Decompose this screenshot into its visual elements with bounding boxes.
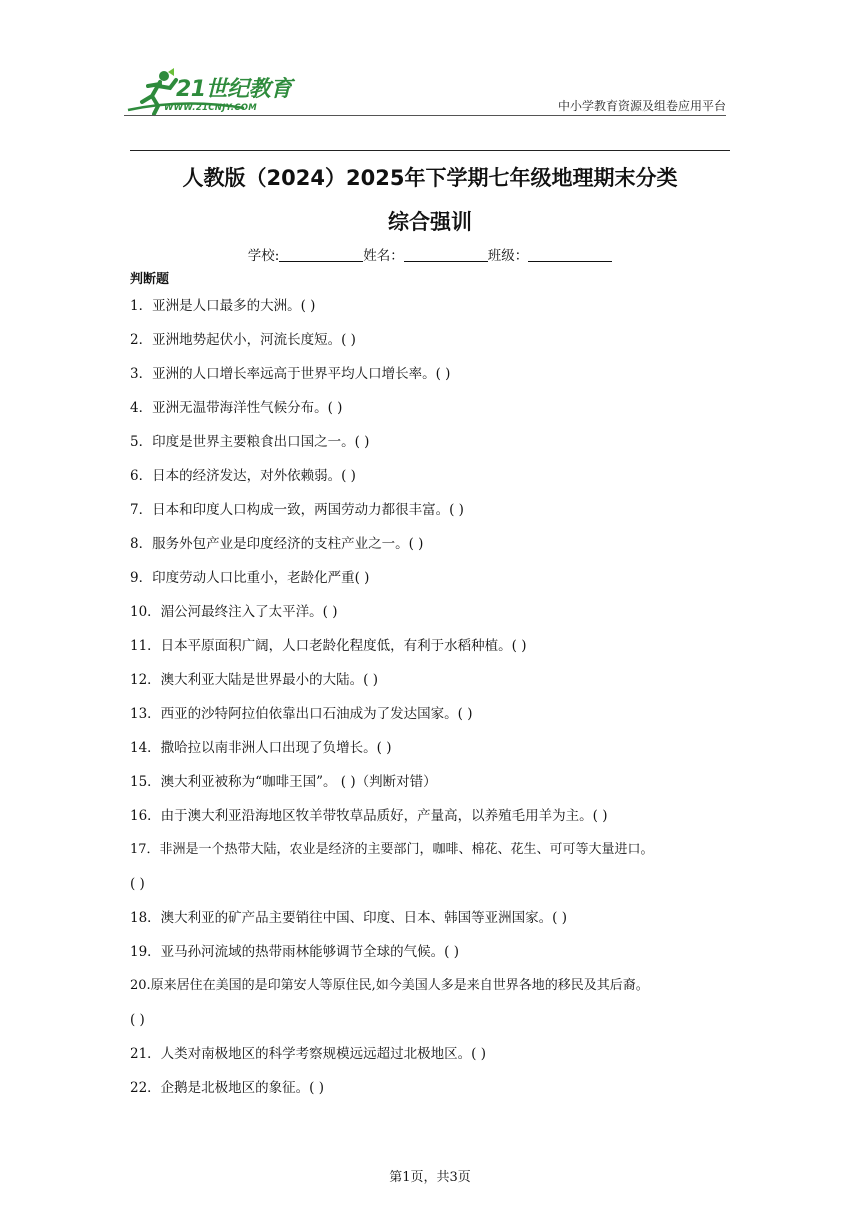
question-item: 9．印度劳动人口比重小，老龄化严重( ): [130, 570, 370, 586]
question-item: 17．非洲是一个热带大陆，农业是经济的主要部门，咖啡、棉花、花生、可可等大量进口。: [130, 842, 654, 857]
title-divider: [130, 150, 730, 151]
question-item: 14．撒哈拉以南非洲人口出现了负增长。( ): [130, 740, 392, 756]
question-item: 1．亚洲是人口最多的大洲。( ): [130, 298, 316, 314]
class-label: 班级：: [487, 248, 529, 264]
question-item: 3．亚洲的人口增长率远高于世界平均人口增长率。( ): [130, 366, 451, 382]
section-title: 判断题: [130, 272, 170, 287]
question-item: 19．亚马孙河流域的热带雨林能够调节全球的气候。( ): [130, 944, 460, 960]
question-item-continuation: ( ): [130, 1012, 145, 1028]
question-item: 22．企鹅是北极地区的象征。( ): [130, 1080, 325, 1096]
question-item: 15．澳大利亚被称为“咖啡王国”。 ( )（判断对错）: [130, 774, 437, 790]
question-item: 12．澳大利亚大陆是世界最小的大陆。( ): [130, 672, 379, 688]
question-item: 18．澳大利亚的矿产品主要销往中国、印度、日本、韩国等亚洲国家。( ): [130, 910, 568, 926]
page-footer: 第1页，共3页: [389, 1170, 471, 1185]
question-item-continuation: ( ): [130, 876, 145, 892]
platform-label: 中小学教育资源及组卷应用平台: [557, 99, 726, 113]
question-item: 21．人类对南极地区的科学考察规模远远超过北极地区。( ): [130, 1046, 487, 1062]
school-label: 学校:: [247, 248, 280, 264]
question-item: 8．服务外包产业是印度经济的支柱产业之一。( ): [130, 536, 424, 552]
question-item: 16．由于澳大利亚沿海地区牧羊带牧草品质好，产量高，以养殖毛用羊为主。( ): [130, 808, 608, 824]
question-item: 4．亚洲无温带海洋性气候分布。( ): [130, 400, 343, 416]
question-item: 10．湄公河最终注入了太平洋。( ): [130, 604, 338, 620]
name-label: 姓名：: [363, 248, 404, 264]
question-item: 6．日本的经济发达，对外依赖弱。( ): [130, 468, 356, 484]
header-divider: [124, 115, 726, 116]
question-item: 5．印度是世界主要粮食出口国之一。( ): [130, 434, 370, 450]
class-blank[interactable]: [528, 247, 612, 262]
page-title: 人教版（2024）2025年下学期七年级地理期末分类: [182, 166, 678, 190]
school-blank[interactable]: [279, 247, 363, 262]
page-title-line2: 综合强训: [388, 210, 472, 234]
question-item: 7．日本和印度人口构成一致，两国劳动力都很丰富。( ): [130, 502, 464, 518]
question-item: 11．日本平原面积广阔，人口老龄化程度低，有利于水稻种植。( ): [130, 638, 527, 654]
question-item: 20.原来居住在美国的是印第安人等原住民,如今美国人多是来自世界各地的移民及其后裔。: [130, 978, 649, 993]
logo-url: WWW.21CNJY.COM: [164, 103, 258, 113]
name-blank[interactable]: [404, 247, 488, 262]
student-info-line: [130, 244, 730, 264]
logo-text: 21世纪教育: [176, 77, 292, 102]
question-item: 2．亚洲地势起伏小，河流长度短。( ): [130, 332, 356, 348]
question-item: 13．西亚的沙特阿拉伯依靠出口石油成为了发达国家。( ): [130, 706, 473, 722]
